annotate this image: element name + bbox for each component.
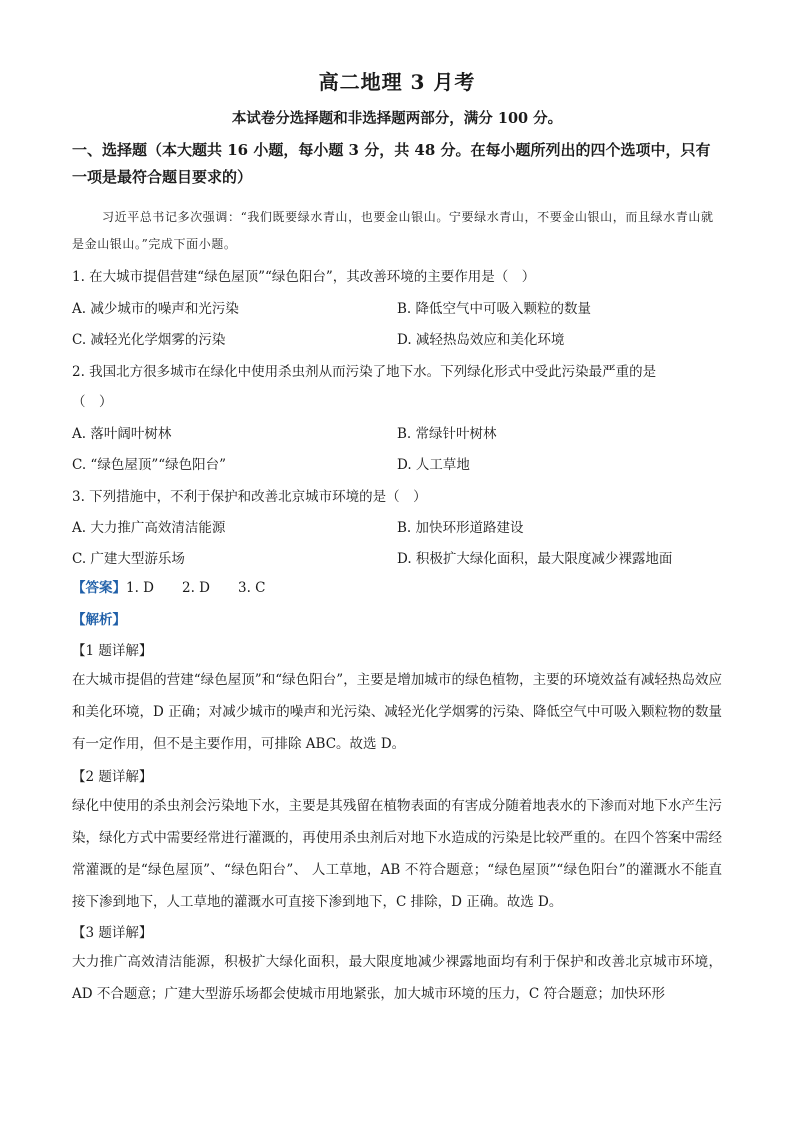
question-3-option-c: C. 广建大型游乐场 [72, 551, 185, 567]
detail-3-text: 大力推广高效清洁能源，积极扩大绿化面积，最大限度地减少裸露地面均有利于保护和改善北京城市环境，AD 不合题意；广建大型游乐场都会使城市用地紧张，加大城市环境的压力，C 符合题意；加快环形 [72, 954, 722, 1002]
question-2-stem: 2. 我国北方很多城市在绿化中使用杀虫剂从而污染了地下水。下列绿化形式中受此污染最严重的是 [72, 364, 657, 380]
question-2-option-a: A. 落叶阔叶树林 [72, 426, 172, 442]
question-1-stem: 1. 在大城市提倡营建“绿色屋顶”“绿色阳台”，其改善环境的主要作用是（ ） [72, 269, 536, 285]
section-heading: 一、选择题（本大题共 16 小题，每小题 3 分，共 48 分。在每小题所列出的四个选项中，只有一项是最符合题目要求的） [72, 141, 711, 186]
answer-line [72, 576, 266, 596]
question-2-stem-bracket: （ ） [72, 394, 113, 410]
question-3-option-b: B. 加快环形道路建设 [397, 520, 524, 536]
detail-1-text: 在大城市提倡的营建“绿色屋顶”和“绿色阳台”，主要是增加城市的绿色植物，主要的环境效益有减轻热岛效应和美化环境，D 正确；对减少城市的噪声和光污染、减轻光化学烟雾的污染、降低空气中可吸入颗粒物的数量有一定作用，但不是主要作用，可排除 ABC。故选 D。 [72, 672, 722, 752]
question-2-option-b: B. 常绿针叶树林 [397, 426, 497, 442]
detail-2-text: 绿化中使用的杀虫剂会污染地下水，主要是其残留在植物表面的有害成分随着地表水的下渗而对地下水产生污染，绿化方式中需要经常进行灌溉的，再使用杀虫剂后对地下水造成的污染是比较严重的。在四个答案中需经常灌溉的是“绿色屋顶”、“绿色阳台”、 人工草地，AB 不符合题意；“绿色屋顶”“绿色阳台”的灌溉水不能直接下渗到地下，人工草地的灌溉水可直接下渗到地下，C 排除，D 正确。故选 D。 [72, 798, 722, 910]
page-title: 高二地理 3 月考 [318, 70, 476, 94]
exam-subtitle: 本试卷分选择题和非选择题两部分，满分 100 分。 [231, 110, 563, 127]
question-1-option-a: A. 减少城市的噪声和光污染 [72, 301, 239, 317]
question-3-option-d: D. 积极扩大绿化面积，最大限度减少裸露地面 [397, 551, 673, 567]
question-3-stem: 3. 下列措施中，不利于保护和改善北京城市环境的是（ ） [72, 489, 427, 505]
detail-1-label: 【1 题详解】 [72, 643, 153, 659]
detail-2-label: 【2 题详解】 [72, 769, 153, 785]
question-1-option-b: B. 降低空气中可吸入颗粒的数量 [397, 301, 592, 317]
question-2-option-d: D. 人工草地 [397, 457, 470, 473]
answer-label: 【答案】 [72, 580, 126, 596]
intro-quote: 习近平总书记多次强调：“我们既要绿水青山，也要金山银山。宁要绿水青山，不要金山银山，而且绿水青山就是金山银山。”完成下面小题。 [72, 210, 714, 251]
answer-value-1: 1. D [126, 580, 154, 596]
question-3-option-a: A. 大力推广高效清洁能源 [72, 520, 226, 536]
question-1-option-c: C. 减轻光化学烟雾的污染 [72, 332, 226, 348]
answer-value-2: 2. D [182, 580, 210, 596]
analysis-label: 【解析】 [72, 612, 126, 628]
detail-3-label: 【3 题详解】 [72, 925, 153, 941]
answer-value-3: 3. C [238, 580, 266, 596]
question-2-option-c: C. “绿色屋顶”“绿色阳台” [72, 457, 227, 473]
question-1-option-d: D. 减轻热岛效应和美化环境 [397, 332, 565, 348]
